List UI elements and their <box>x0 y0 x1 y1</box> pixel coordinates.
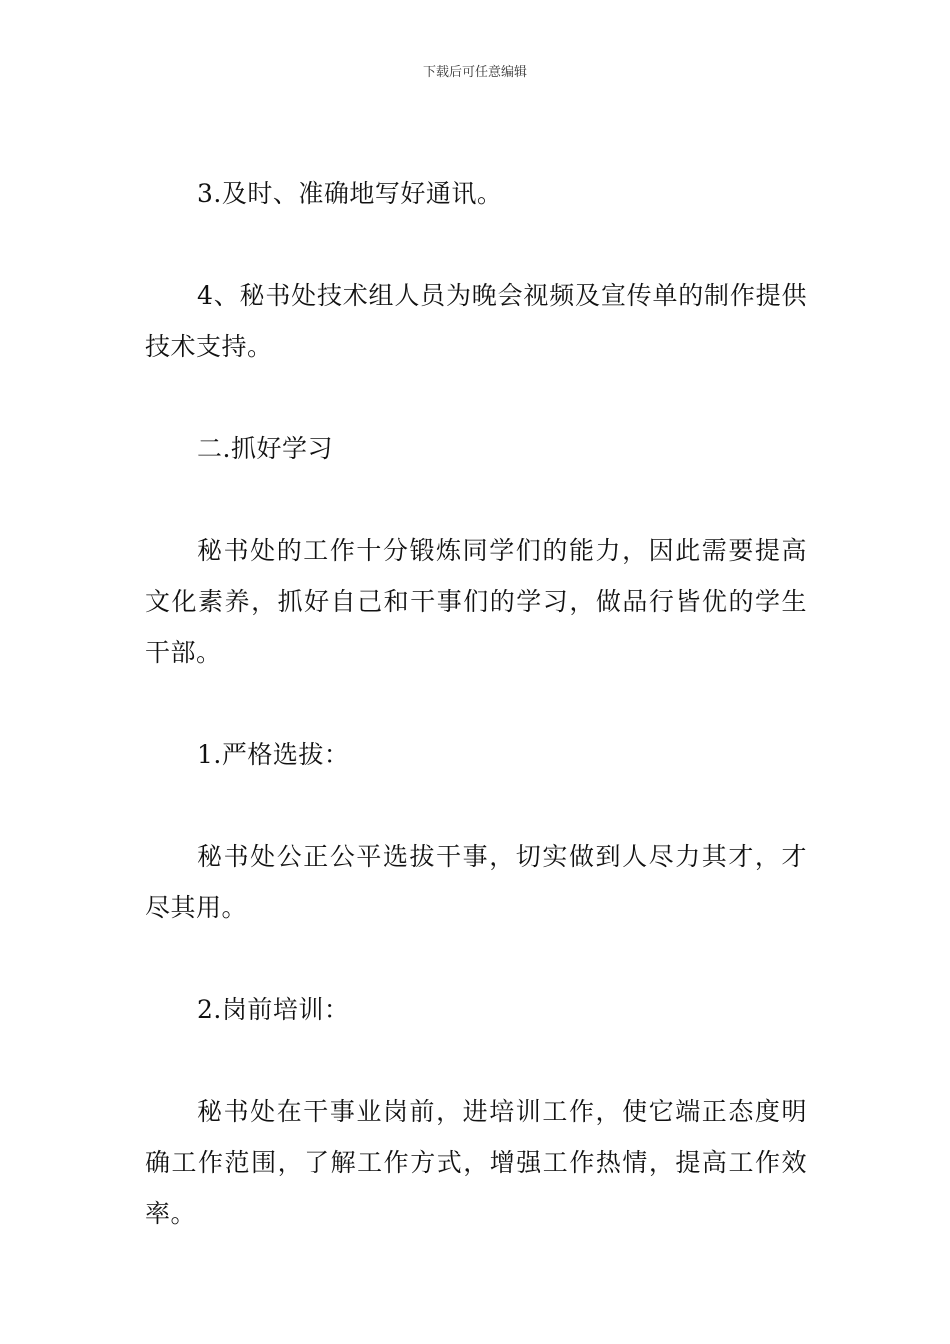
document-body <box>145 168 807 1290</box>
paragraph-training: 秘书处在干事业岗前，进培训工作，使它端正态度明确工作范围，了解工作方式，增强工作热情，提高工作效率。 <box>145 1097 807 1228</box>
page-header: 下载后可任意编辑 <box>422 65 527 80</box>
paragraph-selection: 秘书处公正公平选拔干事，切实做到人尽力其才，才尽其用。 <box>145 842 807 922</box>
section-heading-study: 二.抓好学习 <box>197 434 333 463</box>
paragraph-item-4: 4、秘书处技术组人员为晚会视频及宣传单的制作提供技术支持。 <box>145 281 807 361</box>
paragraph-study-intro: 秘书处的工作十分锻炼同学们的能力，因此需要提高文化素养，抓好自己和干事们的学习，做品行皆优的学生干部。 <box>145 536 807 667</box>
subheading-training: 2.岗前培训： <box>197 995 350 1024</box>
subheading-selection: 1.严格选拔： <box>197 740 350 769</box>
paragraph-item-3: 3.及时、准确地写好通讯。 <box>197 179 503 208</box>
